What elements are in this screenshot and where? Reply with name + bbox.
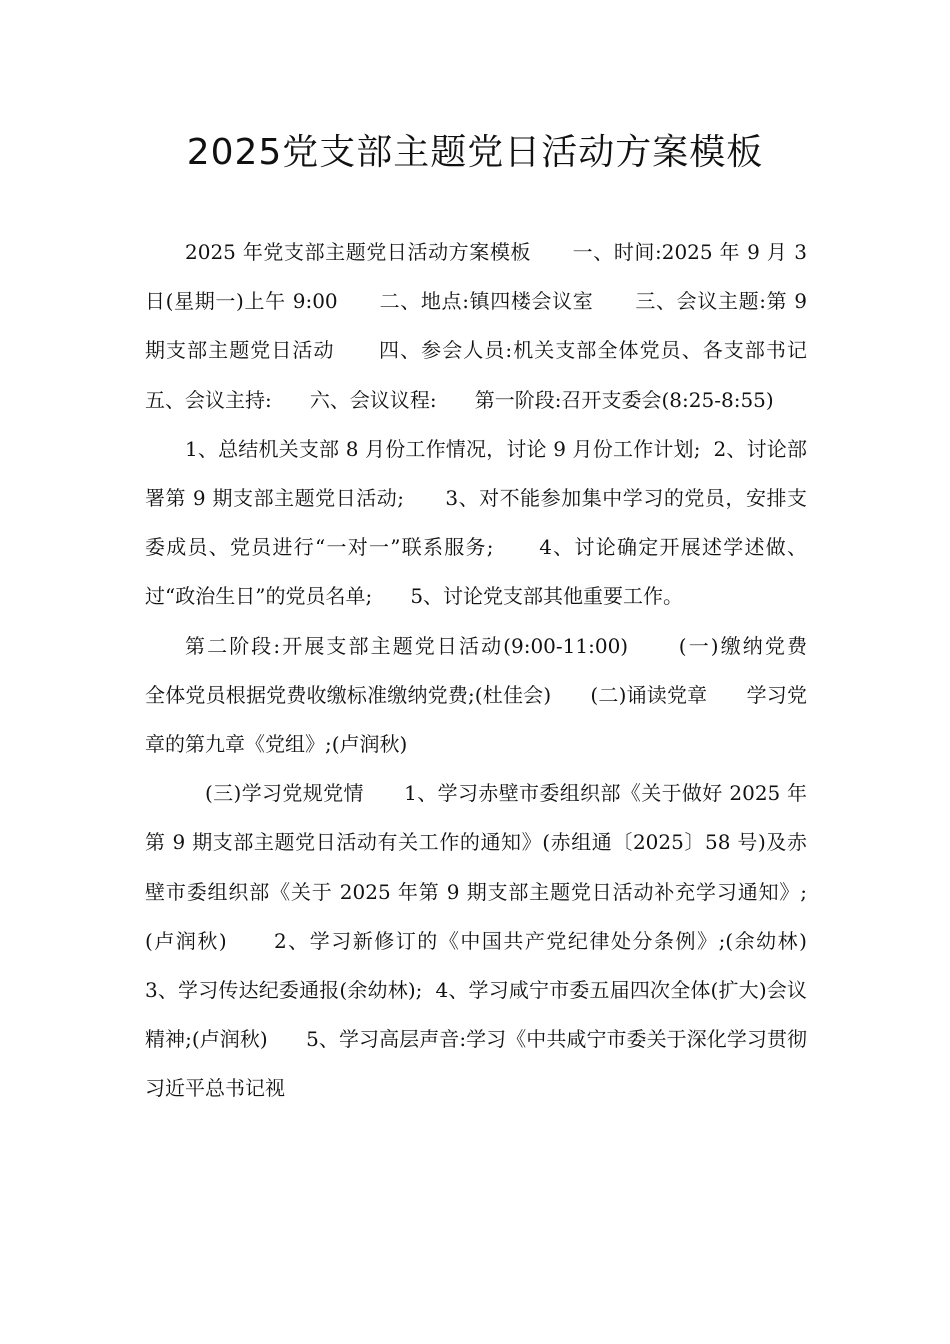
document-title: 2025党支部主题党日活动方案模板: [186, 132, 764, 173]
document-body: [145, 228, 846, 1114]
paragraph-meeting-info: 2025 年党支部主题党日活动方案模板 一、时间:2025 年 9 月 3 日(星期一)上午 9:00 二、地点:镇四楼会议室 三、会议主题:第 9 期支部主题党日活动 四、参会人员:机关支部全体党员、各支部书记 五、会议主持: 六、会议议程: 第一阶段:召开支委会(8:25-8:55): [145, 240, 846, 412]
paragraph-stage-two: 第二阶段:开展支部主题党日活动(9:00-11:00) (一)缴纳党费 全体党员根据党费收缴标准缴纳党费;(杜佳会) (二)诵读党章 学习党章的第九章《党组》;(卢润秋): [145, 633, 846, 757]
paragraph-study-rules: (三)学习党规党情 1、学习赤壁市委组织部《关于做好 2025 年第 9 期支部主题党日活动有关工作的通知》(赤组通〔2025〕58 号)及赤壁市委组织部《关于 2025 年第 9 期支部主题党日活动补充学习通知》;(卢润秋) 2、学习新修订的《中国共产党纪律处分条例》;(余幼林) 3、学习传达纪委通报(余幼林); 4、学习咸宁市委五届四次全体(扩大)会议精神;(卢润秋) 5、学习高层声音:学习《中共咸宁市委关于深化学习贯彻习近平总书记视: [145, 781, 846, 1101]
paragraph-stage-one-items: 1、总结机关支部 8 月份工作情况，讨论 9 月份工作计划; 2、讨论部署第 9 期支部主题党日活动; 3、对不能参加集中学习的党员，安排支委成员、党员进行“一对一”联系服务; 4、讨论确定开展述学述做、过“政治生日”的党员名单; 5、讨论党支部其他重要工作。: [145, 436, 807, 609]
